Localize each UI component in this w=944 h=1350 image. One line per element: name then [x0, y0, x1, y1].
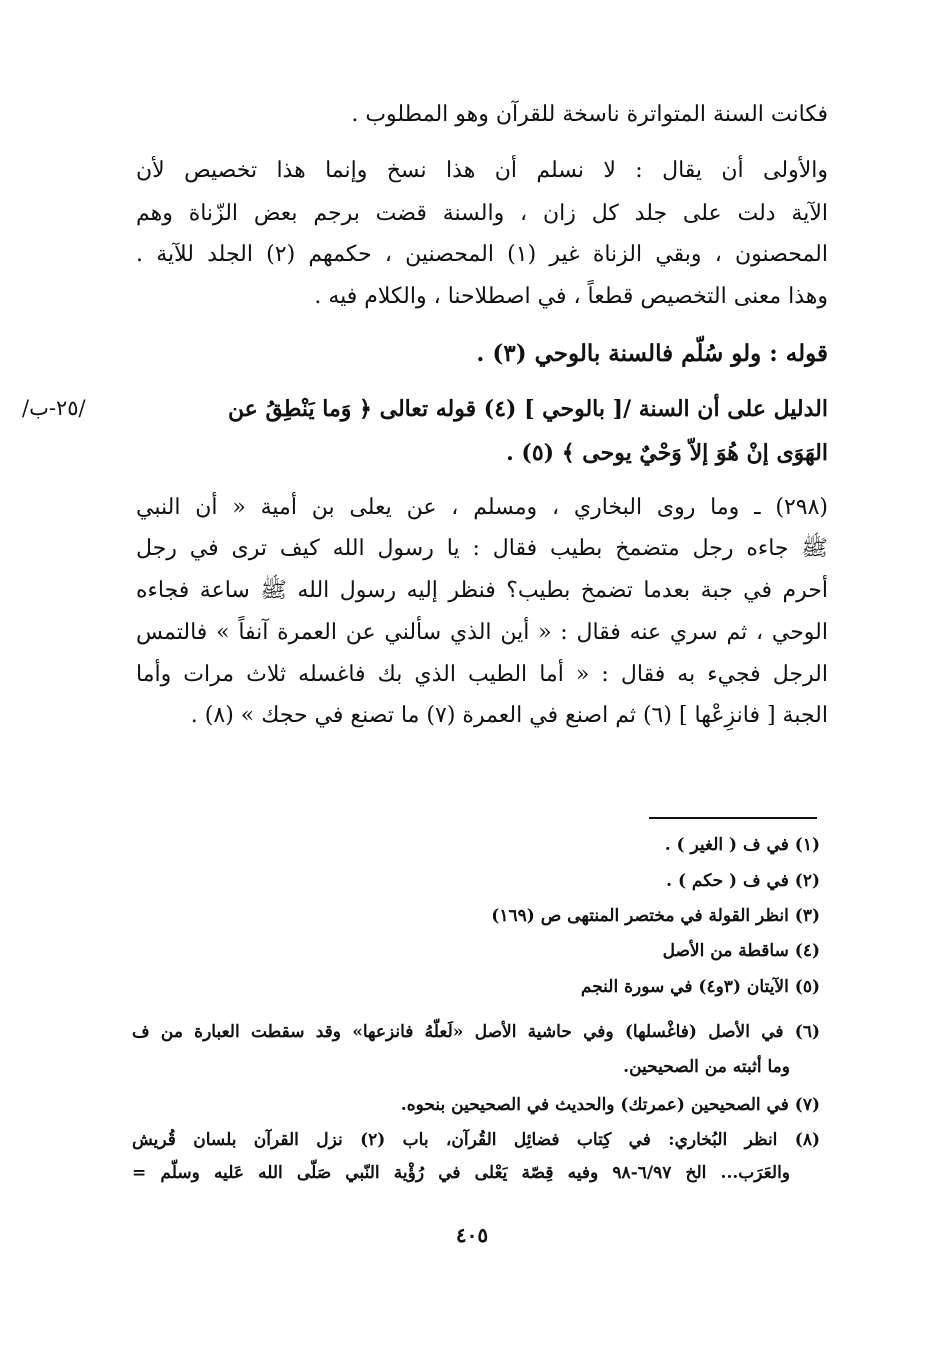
evidence-line: الدليل على أن السنة /[ بالوحي ] (٤) قوله تعالى ﴿ وَما يَنْطِقُ عن — [227, 396, 828, 422]
hadith-line: ﷺ جاءه رجل متضمخ بطيب فقال : يا رسول الله كيف ترى في رجل — [136, 536, 828, 561]
page-number: ٤٠٥ — [455, 1223, 489, 1247]
footnote: (٥) الآيتان (٣و٤) في سورة النجم — [580, 977, 820, 997]
hadith-line: الرجل فجيء به فقال : « أما الطيب الذي بك فاغسله ثلاث مرات وأما — [136, 662, 828, 687]
footnote-continuation: والعَرَب... الخ ٦/٩٧-٩٨ وفيه قِصّة يَعْلى في رُؤْية النّبي صَلّى الله عَليه وسلّم = — [132, 1163, 790, 1183]
evidence-line: الهَوَى إنْ هُوَ إلاّ وَحْيٌ يوحى ﴾ (٥) . — [506, 440, 828, 466]
body-line: فكانت السنة المتواترة ناسخة للقرآن وهو المطلوب . — [351, 102, 828, 127]
footnote: (٤) ساقطة من الأصل — [662, 941, 820, 961]
margin-folio-note: /٢٥-ب/ — [22, 396, 86, 420]
hadith-line: الجبة [ فانزِعْها ] (٦) ثم اصنع في العمرة (٧) ما تصنع في حجك » (٨) . — [190, 703, 828, 728]
hadith-line: الوحي ، ثم سري عنه فقال : « أين الذي سألني عن العمرة آنفاً » فالتمس — [136, 620, 828, 645]
footnote: (٦) في الأصل (فاغْسلها) وفي حاشية الأصل «لَعلّهُ فانزعها» وقد سقطت العبارة من ف — [132, 1022, 820, 1042]
section-heading: قوله : ولو سُلّم فالسنة بالوحي (٣) . — [476, 340, 828, 367]
footnote: (٣) انظر القولة في مختصر المنتهى ص (١٦٩) — [491, 906, 820, 926]
hadith-line: أحرم في جبة بعدما تضمخ بطيب؟ فنظر إليه رسول الله ﷺ ساعة فجاءه — [136, 578, 828, 603]
footnote: (٢) في ف ( حكم ) . — [666, 871, 820, 891]
body-line: المحصنون ، وبقي الزناة غير (١) المحصنين ، حكمهم (٢) الجلد للآية . — [136, 242, 828, 267]
body-line: وهذا معنى التخصيص قطعاً ، في اصطلاحنا ، والكلام فيه . — [314, 284, 828, 309]
footnote: (٧) في الصحيحين (عمرتك) والحديث في الصحيحين بنحوه. — [400, 1095, 820, 1115]
body-line: الآية دلت على جلد كل زان ، والسنة قضت برجم بعض الزّناة وهم — [136, 201, 828, 226]
footnote-separator — [649, 817, 817, 819]
footnote-continuation: وما أثبته من الصحيحين. — [623, 1057, 790, 1077]
footnote: (٨) انظر البُخاري: في كِتاب فضائِل القُرآن، باب (٢) نزل القرآن بلسان قُريش — [132, 1130, 820, 1150]
footnote: (١) في ف ( الغير ) . — [664, 835, 820, 855]
body-line: والأولى أن يقال : لا نسلم أن هذا نسخ وإنما هذا تخصيص لأن — [136, 158, 828, 183]
hadith-line: (٢٩٨) ـ وما روى البخاري ، ومسلم ، عن يعلى بن أمية « أن النبي — [136, 495, 828, 520]
